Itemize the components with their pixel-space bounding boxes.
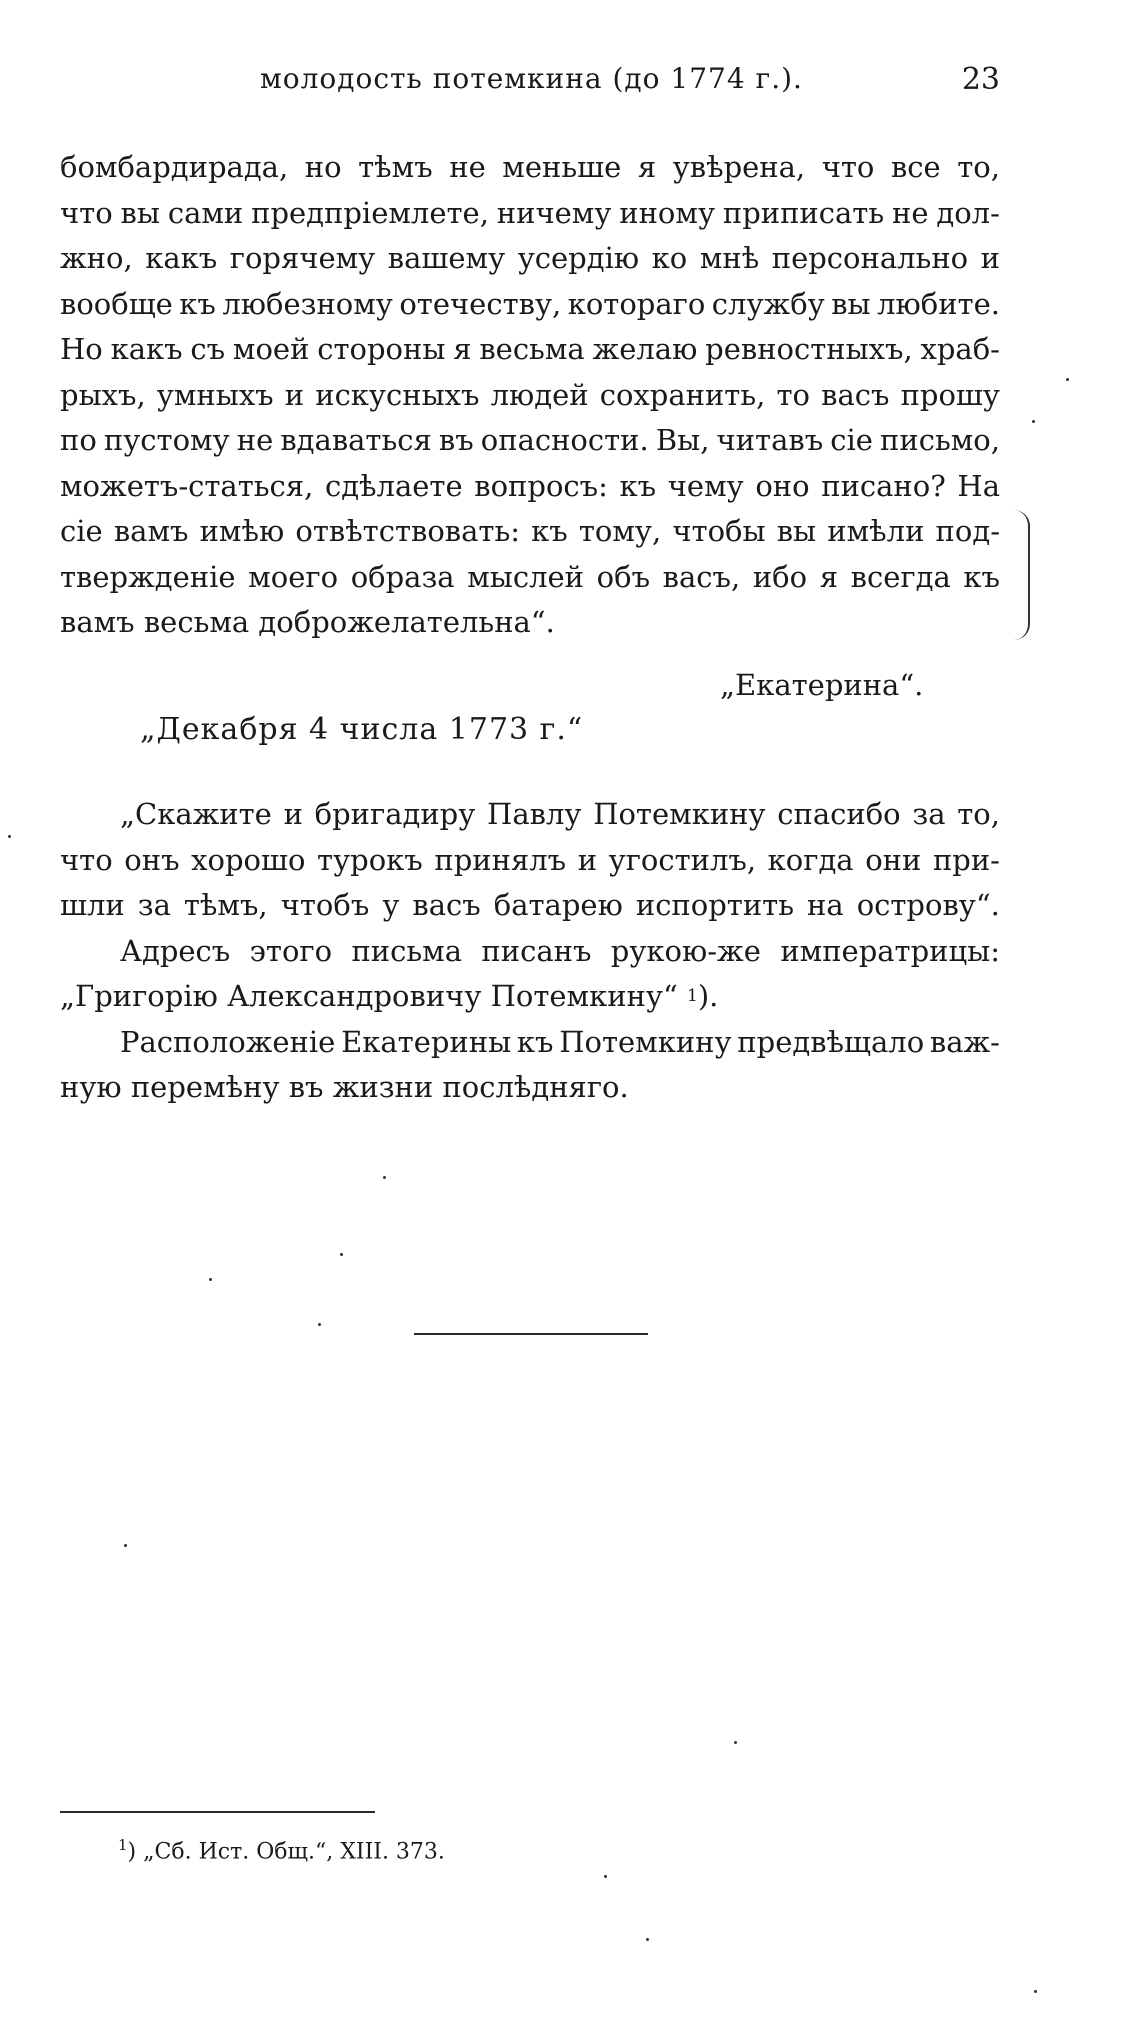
address-end: ). — [697, 979, 719, 1013]
footnote-text: ) „Сб. Ист. Общ.“, XIII. 373. — [127, 1839, 445, 1865]
footnote-mark: 1 — [118, 1836, 128, 1854]
postscript-and-address — [60, 792, 1000, 1111]
text-line: Адресъ этого письма писанъ рукою-же императрицы: — [120, 933, 1000, 968]
text-line: твержденіе моего образа мыслей объ васъ, ибо я всегда къ — [60, 559, 1000, 594]
text-line: по пустому не вдаваться въ опасности. Вы, читавъ сіе письмо, — [60, 423, 1000, 457]
text-line: сіе вамъ имѣю отвѣтствовать: къ тому, чтобы вы имѣли под- — [60, 514, 1000, 548]
address-line — [60, 974, 1000, 1020]
text-line: вамъ весьма доброжелательна“. — [60, 605, 555, 639]
text-line: ную перемѣну въ жизни послѣдняго. — [60, 1070, 629, 1104]
running-title: молодость потемкина (до 1774 г.). — [260, 62, 803, 95]
text-line: вообще къ любезному отечеству, котораго службу вы любите. — [60, 286, 1000, 321]
footnote-rule — [60, 1811, 375, 1813]
page-number: 23 — [961, 62, 1000, 97]
text-line: шли за тѣмъ, чтобъ у васъ батарею испортить на острову“. — [60, 888, 1000, 922]
text-line: „Скажите и бригадиру Павлу Потемкину спасибо за то, — [120, 797, 1000, 831]
text-line: жно, какъ горячему вашему усердію ко мнѣ персонально и — [60, 241, 1000, 275]
text-line: рыхъ, умныхъ и искусныхъ людей сохранить, то васъ прошу — [60, 377, 1000, 412]
footnote — [118, 1836, 445, 1864]
page-header — [60, 62, 1000, 102]
section-divider — [414, 1333, 648, 1335]
letter-date: „Декабря 4 числа 1773 г.“ — [140, 712, 584, 747]
margin-bracket-mark — [1014, 510, 1030, 640]
address-text: „Григорію Александровичу Потемкину“ — [60, 979, 678, 1013]
text-line: можетъ-статься, сдѣлаете вопросъ: къ чему оно писано? На — [60, 468, 1000, 503]
text-line: бомбардирада, но тѣмъ не меньше я увѣрена, что все то, — [60, 150, 1000, 184]
text-line: Но какъ съ моей стороны я весьма желаю ревностныхъ, храб- — [60, 332, 1000, 366]
letter-signature: „Екатерина“. — [720, 668, 924, 702]
footnote-reference: 1 — [687, 986, 698, 1006]
text-line: что онъ хорошо турокъ принялъ и угостилъ, когда они при- — [60, 842, 1000, 877]
text-line: что вы сами предпріемлете, ничему иному приписать не дол- — [60, 195, 1000, 230]
letter-text — [60, 145, 1000, 646]
text-line: Расположеніе Екатерины къ Потемкину предвѣщало важ- — [120, 1024, 1000, 1059]
